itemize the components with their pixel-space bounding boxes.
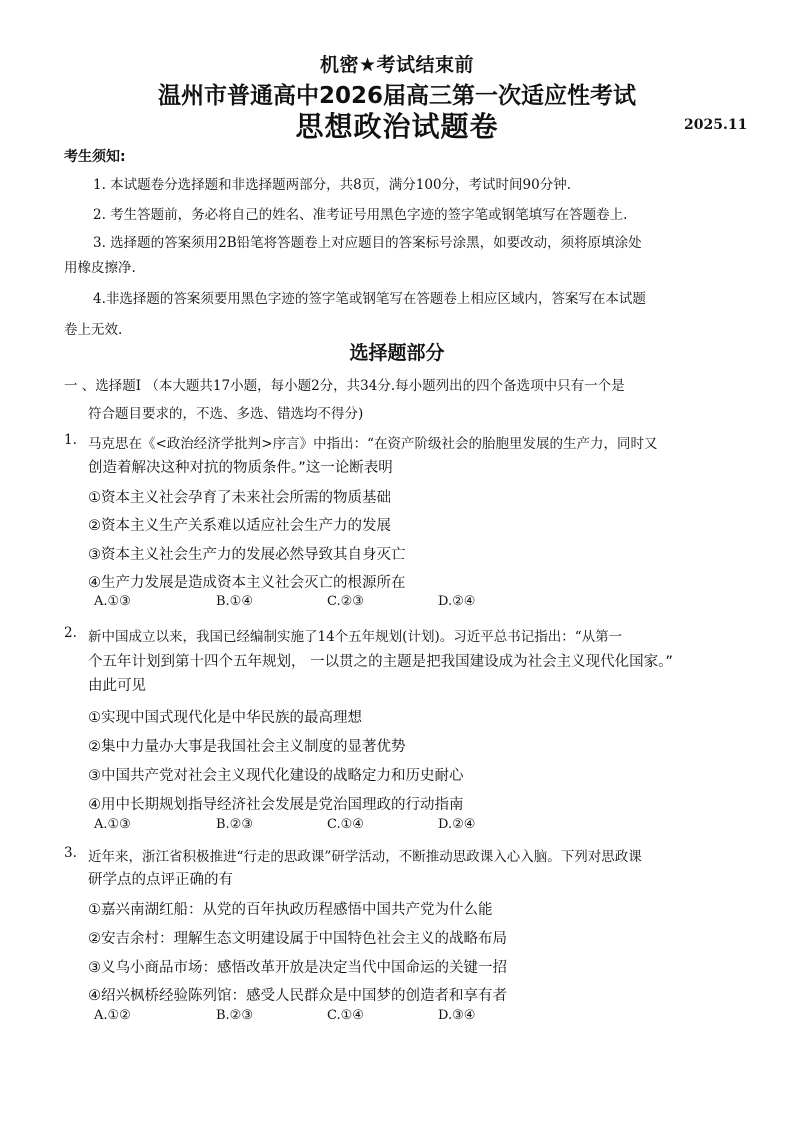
answer-choice-a: A.①③ <box>94 594 131 609</box>
question-number: 1. <box>64 432 77 448</box>
question-option: ①嘉兴南湖红船：从党的百年执政历程感悟中国共产党为什么能 <box>88 902 493 918</box>
notice-item-4-line2: 卷上无效. <box>64 322 123 338</box>
question-option: ③义乌小商品市场：感悟改革开放是决定当代中国命运的关键一招 <box>88 960 507 976</box>
question-number: 3. <box>64 845 77 861</box>
notice-item-4-line1: 4.非选择题的答案须要用黑色字迹的签字笔或钢笔写在答题卷上相应区域内，答案写在本试题 <box>93 291 646 307</box>
answer-choice-d: D.②④ <box>438 594 476 609</box>
question-stem-line: 创造着解决这种对抗的物质条件。”这一论断表明 <box>88 460 393 476</box>
exam-date: 2025.11 <box>684 117 748 133</box>
question-stem-line: 近年来，浙江省积极推进“行走的思政课”研学活动，不断推动思政课入心入脑。下列对思政课 <box>88 849 642 865</box>
notice-item-2: 2. 考生答题前，务必将自己的姓名、准考证号用黑色字迹的签字笔或钢笔填写在答题卷上. <box>93 207 628 223</box>
notice-heading: 考生须知: <box>64 149 126 165</box>
question-option: ②资本主义生产关系难以适应社会生产力的发展 <box>88 518 391 534</box>
question-option: ④生产力发展是造成资本主义社会灭亡的根源所在 <box>88 575 406 591</box>
part-instructions-line2: 符合题目要求的，不选、多选、错选均不得分) <box>88 406 364 422</box>
answer-choice-d: D.②④ <box>438 817 476 832</box>
notice-item-3-line2: 用橡皮擦净. <box>64 260 136 276</box>
answer-choice-d: D.③④ <box>438 1008 476 1023</box>
answer-choice-a: A.①③ <box>94 817 131 832</box>
answer-choice-b: B.②③ <box>216 817 253 832</box>
section-title: 选择题部分 <box>349 342 445 364</box>
question-option: ②集中力量办大事是我国社会主义制度的显著优势 <box>88 739 406 755</box>
answer-choice-b: B.①④ <box>216 594 253 609</box>
question-option: ①资本主义社会孕育了未来社会所需的物质基础 <box>88 490 391 506</box>
question-stem-line: 个五年计划到第十四个五年规划， 一以贯之的主题是把我国建设成为社会主义现代化国家。” <box>88 654 673 670</box>
answer-choice-c: C.①④ <box>327 817 364 832</box>
question-option: ②安吉余村：理解生态文明建设属于中国特色社会主义的战略布局 <box>88 931 507 947</box>
question-option: ③中国共产党对社会主义现代化建设的战略定力和历史耐心 <box>88 768 464 784</box>
question-stem-line: 马克思在《<政治经济学批判>序言》中指出：“在资产阶级社会的胎胞里发展的生产力，同时又 <box>88 436 658 452</box>
part-instructions-line1: 一 、选择题I （本大题共17小题，每小题2分，共34分.每小题列出的四个备选项中只有一个是 <box>64 378 625 394</box>
exam-subject-title: 思想政治试题卷 <box>295 110 499 143</box>
answer-choice-b: B.②③ <box>216 1008 253 1023</box>
question-option: ④绍兴枫桥经验陈列馆：感受人民群众是中国梦的创造者和享有者 <box>88 988 507 1004</box>
question-option: ③资本主义社会生产力的发展必然导致其自身灭亡 <box>88 547 406 563</box>
question-stem-line: 研学点的点评正确的有 <box>88 872 233 888</box>
answer-choice-c: C.②③ <box>327 594 364 609</box>
question-option: ④用中长期规划指导经济社会发展是党治国理政的行动指南 <box>88 797 464 813</box>
confidential-label: 机密★考试结束前 <box>319 54 475 76</box>
question-number: 2. <box>64 625 77 641</box>
exam-title: 温州市普通高中2026届高三第一次适应性考试 <box>157 83 636 109</box>
answer-choice-c: C.①④ <box>327 1008 364 1023</box>
question-stem-line: 新中国成立以来，我国已经编制实施了14个五年规划(计划)。习近平总书记指出：“从第一 <box>88 629 623 645</box>
question-stem-line: 由此可见 <box>88 678 146 694</box>
notice-item-3-line1: 3. 选择题的答案须用2B铅笔将答题卷上对应题目的答案标号涂黑，如要改动，须将原填涂处 <box>93 235 642 251</box>
answer-choice-a: A.①② <box>94 1008 131 1023</box>
notice-item-1: 1. 本试题卷分选择题和非选择题两部分，共8页，满分100分，考试时间90分钟. <box>93 177 571 193</box>
question-option: ①实现中国式现代化是中华民族的最高理想 <box>88 710 362 726</box>
